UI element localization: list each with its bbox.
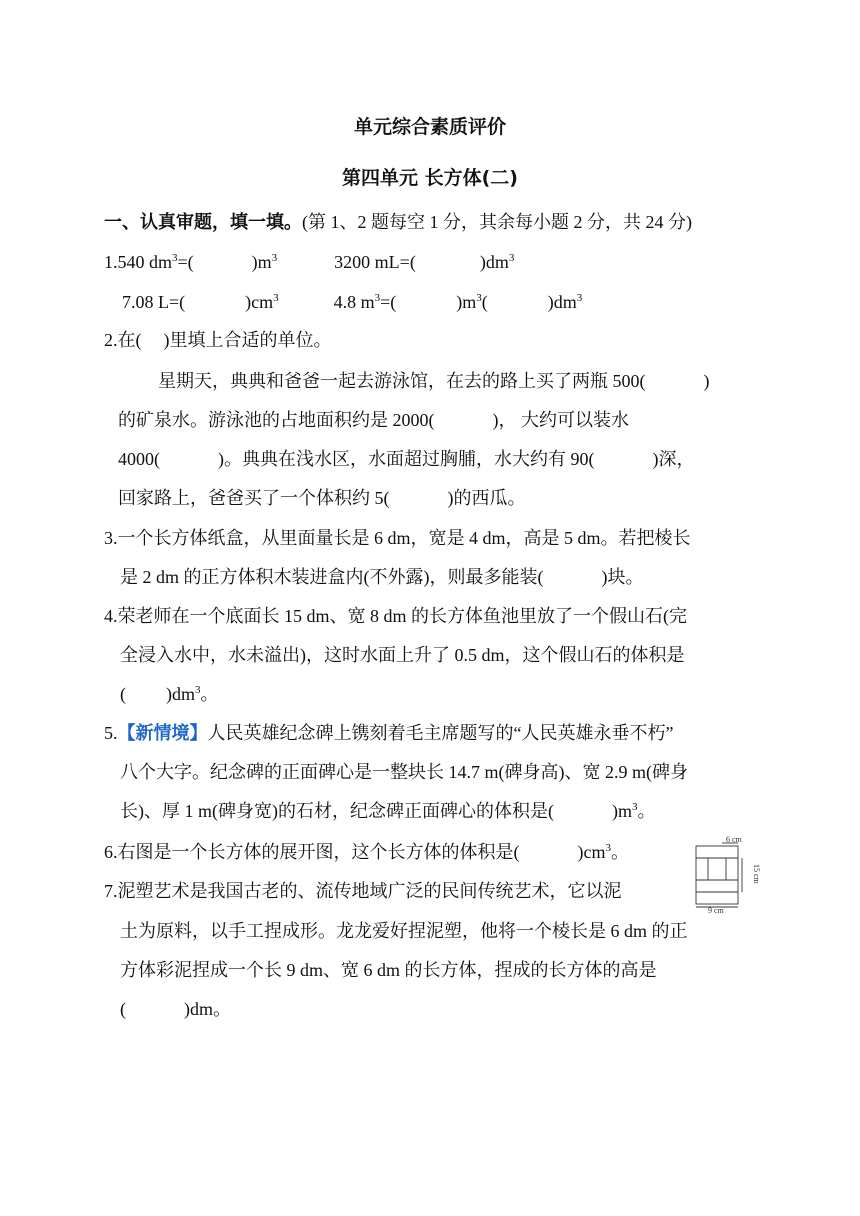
- q4-l3c: 。: [200, 684, 219, 704]
- q1-b-unit: )dm: [479, 252, 509, 272]
- cuboid-net-figure: [688, 835, 772, 915]
- q4-l3a: (: [120, 684, 126, 704]
- q7-line1: 7.泥塑艺术是我国古老的、流传地域广泛的民间传统艺术，它以泥: [104, 881, 622, 901]
- sup: 3: [374, 292, 381, 304]
- sup: 3: [605, 842, 611, 854]
- sup: 3: [271, 252, 278, 264]
- fig-label-top: 6 cm: [726, 835, 742, 844]
- q3-l2b: )块。: [601, 567, 644, 587]
- sup: 3: [195, 684, 201, 696]
- q5-l3a: 长)、厚 1 m(碑身宽)的石材，纪念碑正面碑心的体积是(: [120, 801, 554, 821]
- q2-l2a: 的矿泉水。游泳池的占地面积约是 2000(: [118, 410, 435, 430]
- q6-b: )cm: [577, 842, 606, 862]
- section-heading: [104, 210, 692, 235]
- q1-line2: [122, 290, 582, 314]
- q2-prompt-a: 2.在(: [104, 330, 142, 350]
- q1-line1: [104, 250, 514, 274]
- q1-d-paren: (: [481, 292, 488, 312]
- q2-l3a: 4000(: [118, 449, 160, 469]
- q7-l4b: )dm。: [184, 999, 231, 1019]
- q7-line2: 土为原料，以手工捏成形。龙龙爱好捏泥塑，他将一个棱长是 6 dm 的正: [120, 921, 688, 941]
- q2-l1b: ): [703, 371, 710, 391]
- q5-num: 5.: [104, 723, 118, 743]
- q4-line3: [120, 682, 219, 706]
- sup: 3: [508, 252, 515, 264]
- q1-d-mid: =(: [380, 292, 397, 312]
- q4-line1: 4.荣老师在一个底面长 15 dm、宽 8 dm 的长方体鱼池里放了一个假山石(完: [104, 606, 687, 626]
- q2-l2b: )， 大约可以装水: [492, 410, 629, 430]
- q1-a-mid: =(: [177, 252, 194, 272]
- q1-c-text: 7.08 L=(: [122, 292, 186, 312]
- sup: 3: [576, 292, 583, 304]
- q5-line2: 八个大字。纪念碑的正面碑心是一整块长 14.7 m(碑身高)、宽 2.9 m(碑身: [120, 762, 688, 782]
- q1-d-text: 4.8 m: [333, 292, 375, 312]
- q3-line1: 3.一个长方体纸盒，从里面量长是 6 dm，宽是 4 dm，高是 5 dm。若把棱长: [104, 528, 691, 548]
- q1-b-text: 3200 mL=(: [334, 252, 416, 272]
- section-title: 一、认真审题，填一填。: [104, 212, 302, 233]
- q1-c-unit: )cm: [245, 292, 274, 312]
- q2-prompt: [104, 328, 332, 352]
- q7-line4: [120, 997, 231, 1021]
- q7-line3: 方体彩泥捏成一个长 9 dm、宽 6 dm 的长方体，捏成的长方体的高是: [120, 960, 657, 980]
- q5-l1: 人民英雄纪念碑上镌刻着毛主席题写的“人民英雄永垂不朽”: [207, 723, 674, 743]
- new-context-tag: 【新情境】: [117, 723, 208, 744]
- q6-c: 。: [610, 842, 629, 862]
- q3-l2a: 是 2 dm 的正方体积木装进盒内(不外露)，则最多能装(: [120, 567, 544, 587]
- q4-line2: 全浸入水中，水未溢出)，这时水面上升了 0.5 dm，这个假山石的体积是: [120, 645, 685, 665]
- q4-l3b: )dm: [166, 684, 195, 704]
- fig-label-right: 15 cm: [752, 864, 761, 884]
- q1-a-text: 1.540 dm: [104, 252, 173, 272]
- section-note: (第 1、2 题每空 1 分，其余每小题 2 分，共 24 分): [302, 212, 692, 232]
- q3-line2: [120, 565, 643, 589]
- q1-d-unit2: )dm: [547, 292, 577, 312]
- sup: 3: [172, 252, 178, 264]
- q5-l3c: 。: [637, 801, 656, 821]
- q5-line1: [104, 721, 673, 746]
- q2-l3c: )深，: [652, 449, 695, 469]
- sup: 3: [631, 801, 638, 813]
- page-subtitle: 第四单元 长方体(二): [342, 167, 518, 189]
- q6-a: 6.右图是一个长方体的展开图，这个长方体的体积是(: [104, 842, 520, 862]
- q2-passage-line4: [118, 486, 526, 510]
- q5-l3b: )m: [611, 801, 632, 821]
- q7-l4a: (: [120, 999, 126, 1019]
- page-title: 单元综合素质评价: [353, 116, 506, 138]
- q2-l1a: 星期天，典典和爸爸一起去游泳馆，在去的路上买了两瓶 500(: [158, 371, 646, 391]
- sup: 3: [273, 292, 279, 304]
- q2-l4b: )的西瓜。: [447, 488, 526, 508]
- q2-passage-line2: [118, 408, 629, 432]
- sup: 3: [476, 292, 482, 304]
- q1-a-unit: )m: [251, 252, 272, 272]
- q2-prompt-b: )里填上合适的单位。: [163, 330, 332, 350]
- fig-label-bottom: 9 cm: [708, 906, 724, 915]
- q2-passage-line1: [158, 369, 710, 393]
- q5-line3: [120, 799, 655, 823]
- q2-l3b: )。典典在浅水区，水面超过胸脯，水大约有 90(: [218, 449, 595, 469]
- q2-passage-line3: [118, 447, 695, 471]
- q6-line: [104, 840, 629, 864]
- q2-l4a: 回家路上，爸爸买了一个体积约 5(: [118, 488, 390, 508]
- q1-d-unit1: )m: [456, 292, 477, 312]
